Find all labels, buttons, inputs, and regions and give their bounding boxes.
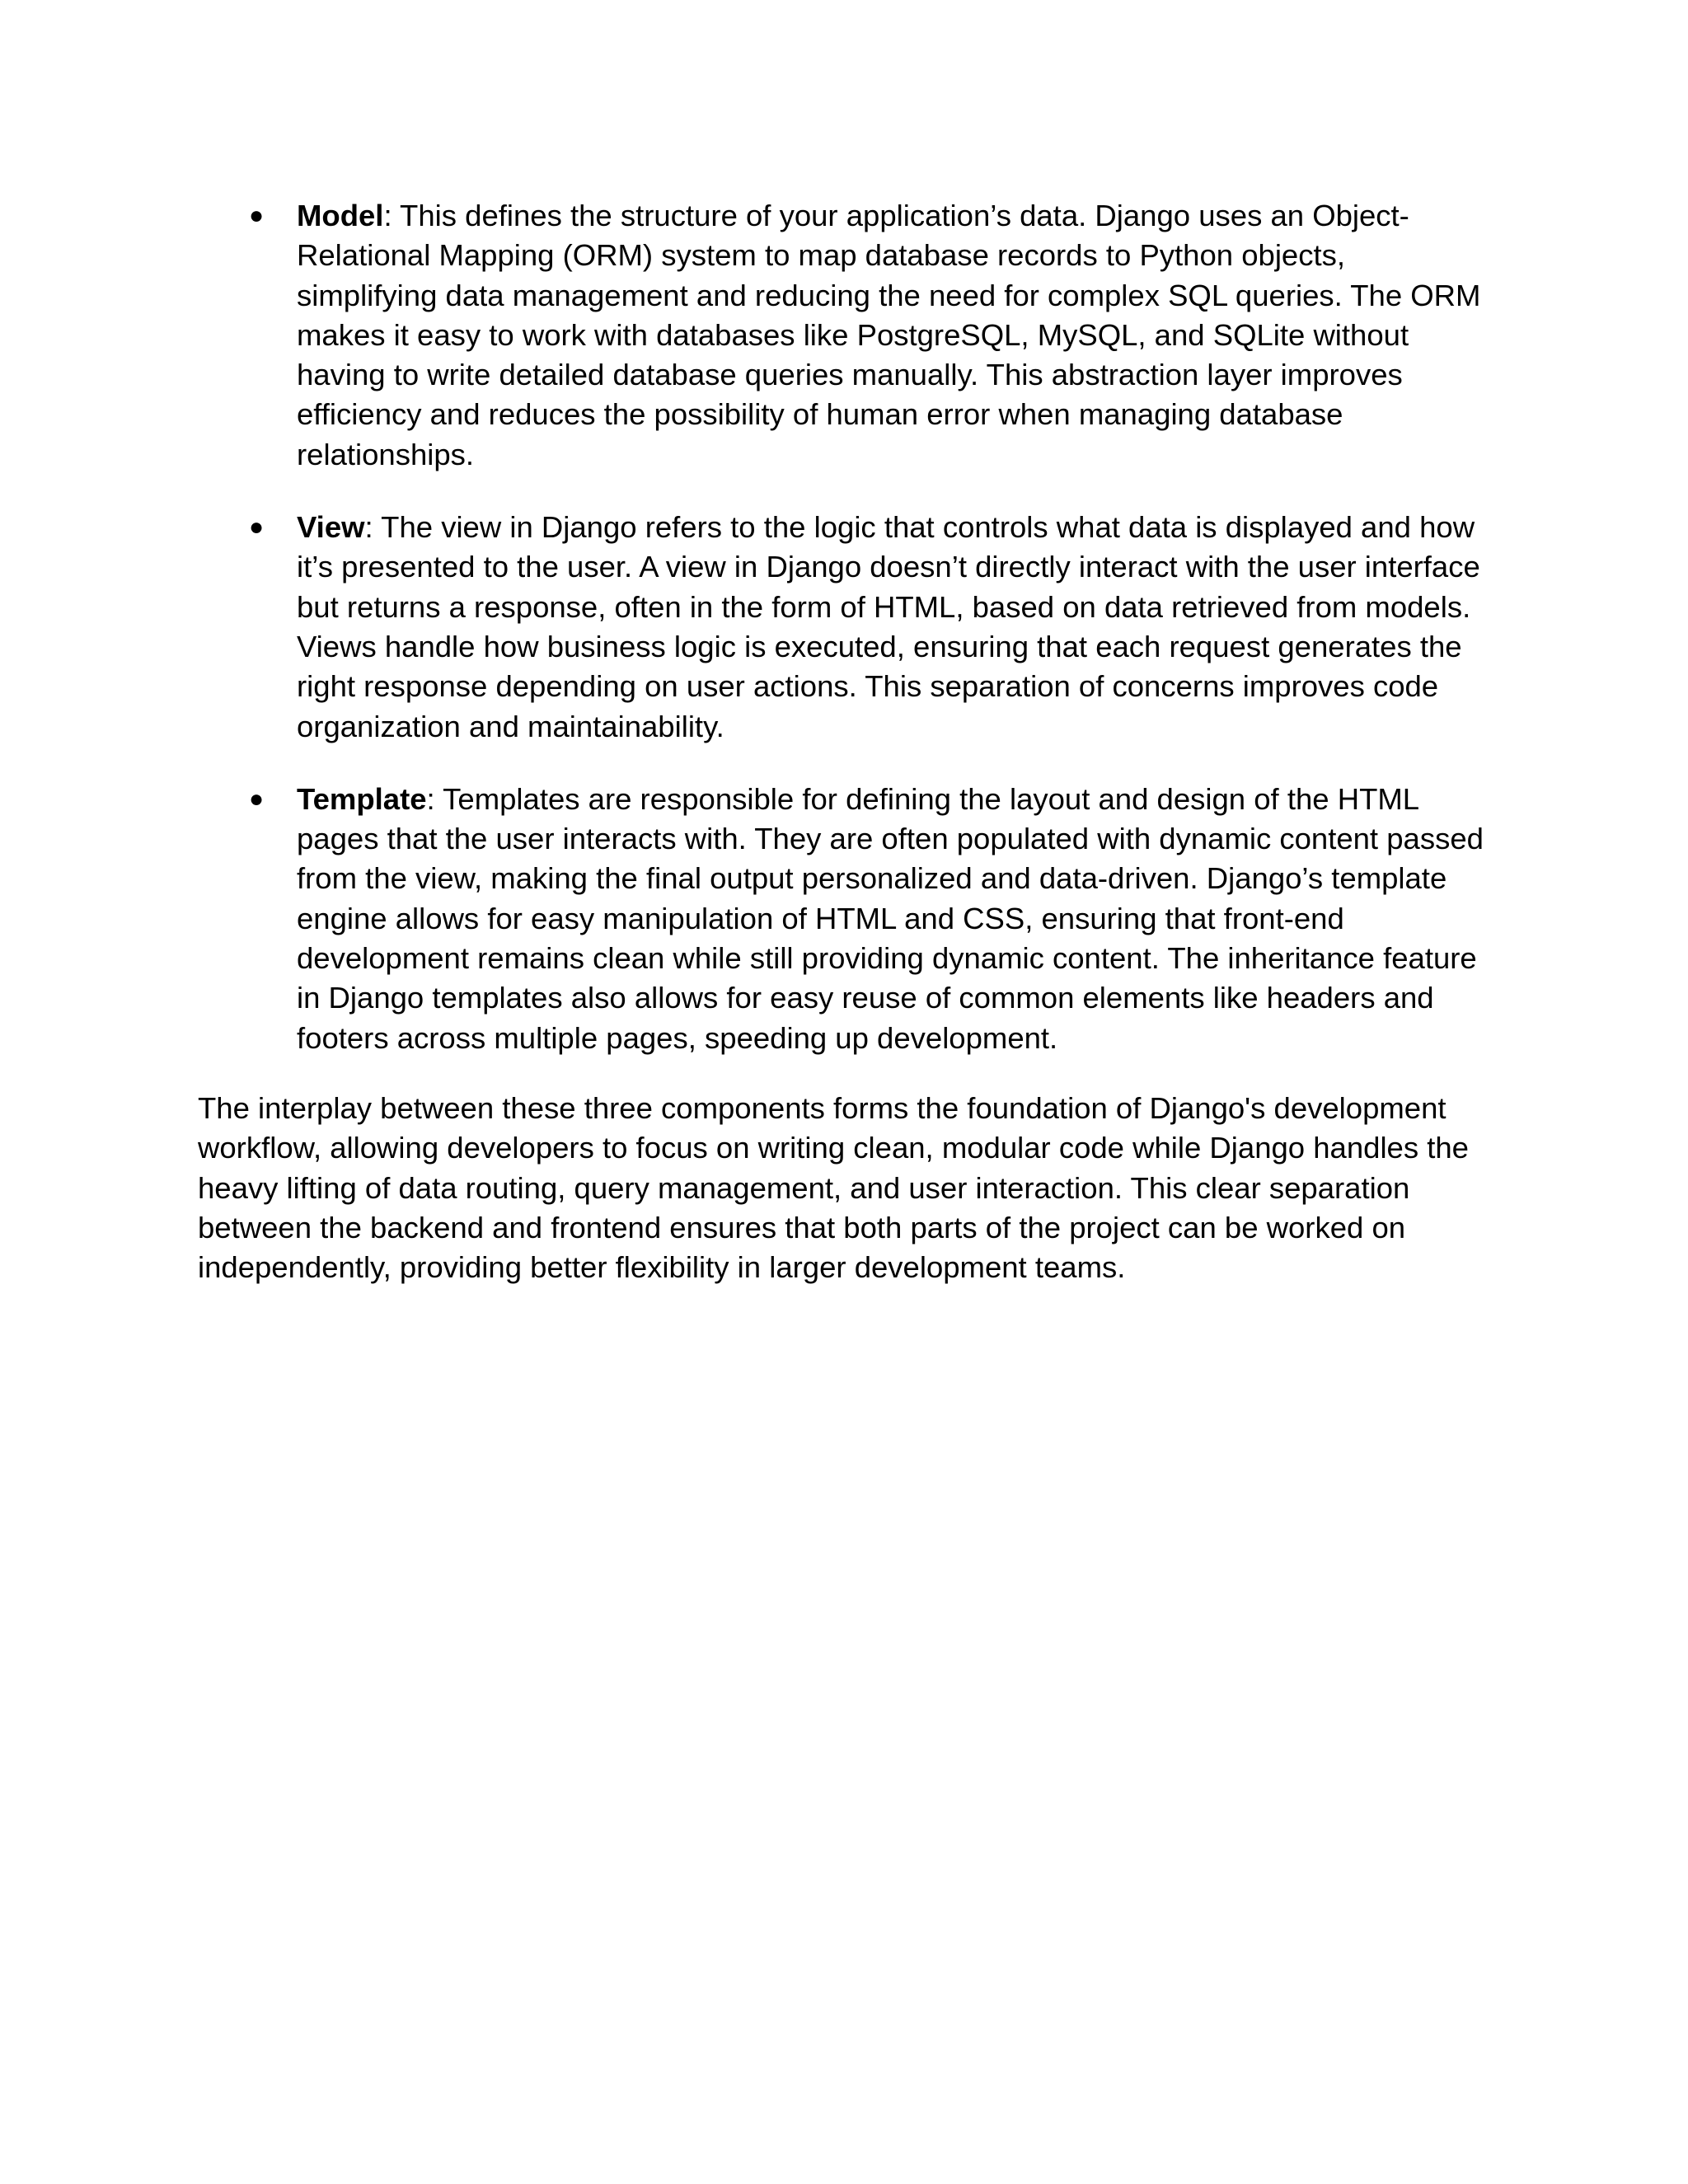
list-item-model (198, 196, 1492, 475)
document-body (198, 196, 1492, 1287)
term-model: Model (297, 199, 384, 232)
description-template: : Templates are responsible for defining the layout and design of the HTML pages that the user interacts with. They are often populated with dynamic content passed from the view, making the final output personalized and data-driven. Django’s template engine allows for easy manipulation of HTML and CSS, ensuring that front-end development remains clean while still providing dynamic content. The inheritance feature in Django templates also allows for easy reuse of common elements like headers and footers across multiple pages, speeding up development. (297, 781, 1484, 1055)
list-item-view (198, 508, 1492, 747)
term-view: View (297, 510, 365, 545)
bullet-icon: ● (249, 785, 265, 813)
mvt-component-list (198, 196, 1492, 1058)
list-item-template (198, 780, 1492, 1058)
bullet-icon: ● (249, 513, 265, 541)
bullet-icon: ● (249, 202, 265, 229)
closing-paragraph: The interplay between these three components forms the foundation of Django's development workflow, allowing developers to focus on writing clean, modular code while Django handles the heavy lifting of data routing, query management, and user interaction. This clear separation between the backend and frontend ensures that both parts of the project can be worked on independently, providing better flexibility in larger development teams. (198, 1090, 1469, 1285)
term-template: Template (297, 781, 427, 816)
description-model: : This defines the structure of your application’s data. Django uses an Object-Relational Mapping (ORM) system to map database records to Python objects, simplifying data management and reducing the need for complex SQL queries. The ORM makes it easy to work with databases like PostgreSQL, MySQL, and SQLite without having to write detailed database queries manually. This abstraction layer improves efficiency and reduces the possibility of human error when managing database relationships. (297, 199, 1481, 471)
description-view: : The view in Django refers to the logic that controls what data is displayed and how it’s presented to the user. A view in Django doesn’t directly interact with the user interface but returns a response, often in the form of HTML, based on data retrieved from models. Views handle how business logic is executed, ensuring that each request generates the right response depending on user actions. This separation of concerns improves code organization and maintainability. (297, 510, 1480, 743)
